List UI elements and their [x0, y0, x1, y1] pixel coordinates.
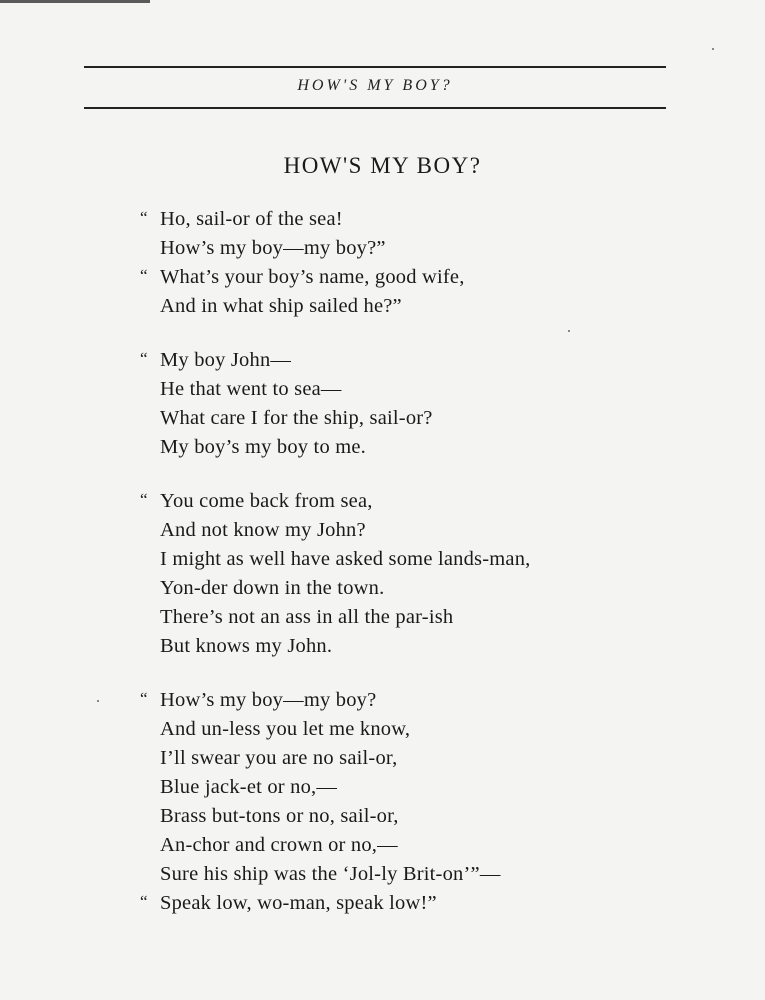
poem-line	[140, 860, 740, 889]
header-rule-top	[84, 66, 666, 68]
poem-line	[140, 744, 740, 773]
poem-line-text: But knows my John.	[160, 635, 333, 657]
poem-line	[140, 516, 740, 545]
poem-body	[140, 205, 740, 943]
poem-line-text: You come back from sea,	[160, 490, 373, 512]
open-quote-mark: “	[140, 689, 148, 708]
open-quote-mark: “	[140, 490, 148, 509]
poem-line	[140, 715, 740, 744]
poem-line-text: He that went to sea—	[160, 378, 342, 400]
open-quote-mark: “	[140, 208, 148, 227]
poem-title: HOW'S MY BOY?	[283, 153, 482, 178]
poem-line	[140, 632, 740, 661]
poem-line-text: Ho, sail-or of the sea!	[160, 208, 343, 230]
open-quote-mark: “	[140, 266, 148, 285]
poem-line	[140, 603, 740, 632]
poem-line	[140, 574, 740, 603]
poem-line-text: My boy’s my boy to me.	[160, 436, 366, 458]
paper-speck	[712, 48, 714, 50]
poem-line-text: Brass but-tons or no, sail-or,	[160, 805, 399, 827]
poem-line	[140, 263, 740, 292]
stanza	[140, 487, 740, 661]
poem-line-text: I might as well have asked some lands-man,	[160, 548, 531, 570]
poem-line-text: What care I for the ship, sail-or?	[160, 407, 433, 429]
poem-line	[140, 404, 740, 433]
running-head: HOW'S MY BOY?	[297, 77, 453, 94]
poem-line-text: How’s my boy—my boy?”	[160, 237, 386, 259]
stanza	[140, 205, 740, 321]
poem-line	[140, 773, 740, 802]
poem-line-text: I’ll swear you are no sail-or,	[160, 747, 398, 769]
poem-line	[140, 292, 740, 321]
header-rule-bottom	[84, 107, 666, 109]
poem-line	[140, 889, 740, 918]
poem-line-text: An-chor and crown or no,—	[160, 834, 398, 856]
open-quote-mark: “	[140, 349, 148, 368]
poem-line-text: How’s my boy—my boy?	[160, 689, 377, 711]
poem-line	[140, 487, 740, 516]
poem-line	[140, 205, 740, 234]
poem-line-text: And un-less you let me know,	[160, 718, 411, 740]
stanza	[140, 346, 740, 462]
open-quote-mark: “	[140, 892, 148, 911]
poem-line	[140, 375, 740, 404]
poem-line	[140, 545, 740, 574]
paper-speck	[568, 330, 570, 332]
poem-line	[140, 346, 740, 375]
poem-line-text: And not know my John?	[160, 519, 366, 541]
page-edge-shadow	[0, 0, 150, 3]
poem-line-text: My boy John—	[160, 349, 292, 371]
stanza	[140, 686, 740, 918]
poem-line-text: There’s not an ass in all the par-ish	[160, 606, 454, 628]
poem-line	[140, 831, 740, 860]
poem-line	[140, 433, 740, 462]
poem-line-text: And in what ship sailed he?”	[160, 295, 402, 317]
poem-line-text: Yon-der down in the town.	[160, 577, 385, 599]
paper-speck	[97, 700, 99, 702]
poem-line-text: Sure his ship was the ‘Jol-ly Brit-on’”—	[160, 863, 501, 885]
poem-line	[140, 686, 740, 715]
poem-line-text: Speak low, wo-man, speak low!”	[160, 892, 437, 914]
poem-line	[140, 234, 740, 263]
poem-line-text: Blue jack-et or no,—	[160, 776, 338, 798]
poem-line	[140, 802, 740, 831]
poem-line-text: What’s your boy’s name, good wife,	[160, 266, 465, 288]
